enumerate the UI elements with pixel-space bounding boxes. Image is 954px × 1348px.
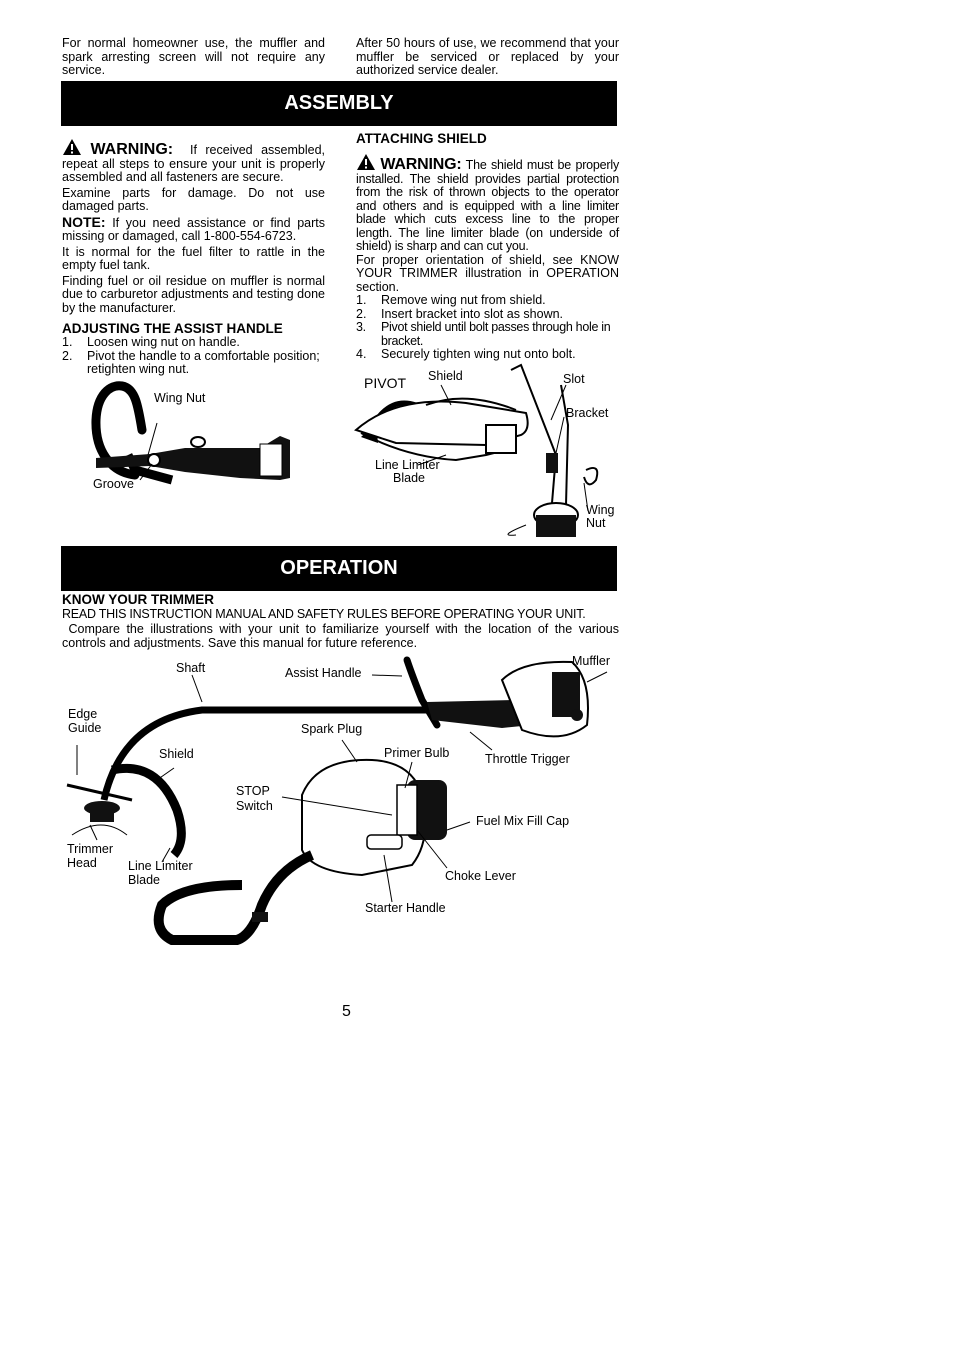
page-number: 5 (342, 1003, 351, 1020)
assist-handle-steps (62, 336, 325, 377)
warning-label: WARNING: (90, 141, 174, 158)
choke-lever-label: Choke Lever (445, 869, 516, 883)
guide-label: Guide (68, 721, 102, 735)
slot-label: Slot (563, 372, 585, 386)
starter-handle-label: Starter Handle (365, 901, 446, 915)
switch-label: Switch (236, 799, 273, 813)
warning-icon (356, 153, 376, 171)
warning-label: WARNING: (380, 156, 462, 173)
edge-label: Edge (68, 707, 98, 721)
muffler-care-text: For normal homeowner use, the muffler and spark arresting screen will not require any service. (62, 36, 325, 77)
shield-warning: WARNING: The shield must be properly installed. The shield provides partial protection from the risk of thrown objects to the operator and others and is equipped with a line limiter blade which cuts excess line to the proper length. The line limiter blade (on underside of shield) is sharp and can cut you. (356, 153, 619, 254)
shield-illustration (356, 365, 621, 545)
blade-label: Blade (128, 873, 160, 887)
trimmer-label: Trimmer (67, 842, 114, 856)
assist-handle-heading: ADJUSTING THE ASSIST HANDLE (62, 321, 283, 336)
compare-text: Compare the illustrations with your unit to familiarize yourself with the location of the various controls and adjustments. Save this manual for future reference. (62, 622, 619, 650)
list-item: 1. Loosen wing nut on handle. (62, 335, 240, 349)
wing-label: Wing (586, 503, 615, 517)
warning-icon (62, 138, 82, 156)
read-manual-text: READ THIS INSTRUCTION MANUAL AND SAFETY RULES BEFORE OPERATING YOUR UNIT. (62, 607, 586, 621)
assembly-warning: WARNING: If received assembled, repeat all steps to ensure your unit is properly assembled and all fasteners are secure. (62, 138, 325, 185)
pivot-label: PIVOT (364, 375, 407, 391)
blade-label: Blade (393, 471, 425, 485)
shield-text-block (356, 153, 619, 362)
line-limiter-label: Line Limiter (375, 458, 440, 472)
know-your-trimmer-heading: KNOW YOUR TRIMMER (62, 592, 214, 607)
primer-bulb-label: Primer Bulb (384, 746, 450, 760)
assembly-banner: ASSEMBLY (61, 81, 617, 126)
list-item: 3. Pivot shield until bolt passes through hole in bracket. (356, 320, 611, 348)
assembly-left-column (62, 138, 325, 315)
wing-nut-label: Wing Nut (154, 391, 206, 405)
stop-label: STOP (236, 784, 270, 798)
shield-label: Shield (428, 369, 463, 383)
muffler-label: Muffler (572, 654, 610, 668)
nut-label: Nut (586, 516, 606, 530)
fuel-mix-fill-cap-label: Fuel Mix Fill Cap (476, 814, 570, 828)
list-item: 2. Insert bracket into slot as shown. (356, 306, 564, 321)
examine-text: Examine parts for damage. Do not use damaged parts. (62, 185, 325, 213)
list-item: 2. Pivot the handle to a comfortable position; retighten wing nut. (62, 348, 320, 376)
line-limiter-label: Line Limiter (128, 859, 193, 873)
spark-plug-label: Spark Plug (301, 722, 363, 736)
list-item: 1. Remove wing nut from shield. (356, 293, 546, 307)
shield-steps (356, 294, 619, 362)
assist-handle-label: Assist Handle (285, 666, 362, 680)
head-label: Head (67, 856, 97, 870)
bracket-label: Bracket (566, 406, 609, 420)
groove-label: Groove (93, 477, 134, 491)
residue-text: Finding fuel or oil residue on muffler is normal due to carburetor adjustments and testing done by the manufacturer. (62, 273, 325, 315)
trimmer-illustration (62, 650, 622, 950)
shaft-label: Shaft (176, 661, 206, 675)
attaching-shield-heading: ATTACHING SHIELD (356, 131, 487, 146)
operation-banner: OPERATION (61, 546, 617, 591)
muffler-service-text: After 50 hours of use, we recommend that your muffler be serviced or replaced by your authorized service dealer. (356, 36, 619, 77)
note-text: NOTE: If you need assistance or find parts missing or damaged, call 1-800-554-6723. (62, 213, 325, 243)
fuel-filter-text: It is normal for the fuel filter to rattle in the empty fuel tank. (62, 244, 325, 272)
shield-label: Shield (159, 747, 194, 761)
list-item: 4. Securely tighten wing nut onto bolt. (356, 347, 576, 361)
orientation-text: For proper orientation of shield, see KNOW YOUR TRIMMER illustration in OPERATION section. (356, 252, 619, 294)
throttle-trigger-label: Throttle Trigger (485, 752, 570, 766)
